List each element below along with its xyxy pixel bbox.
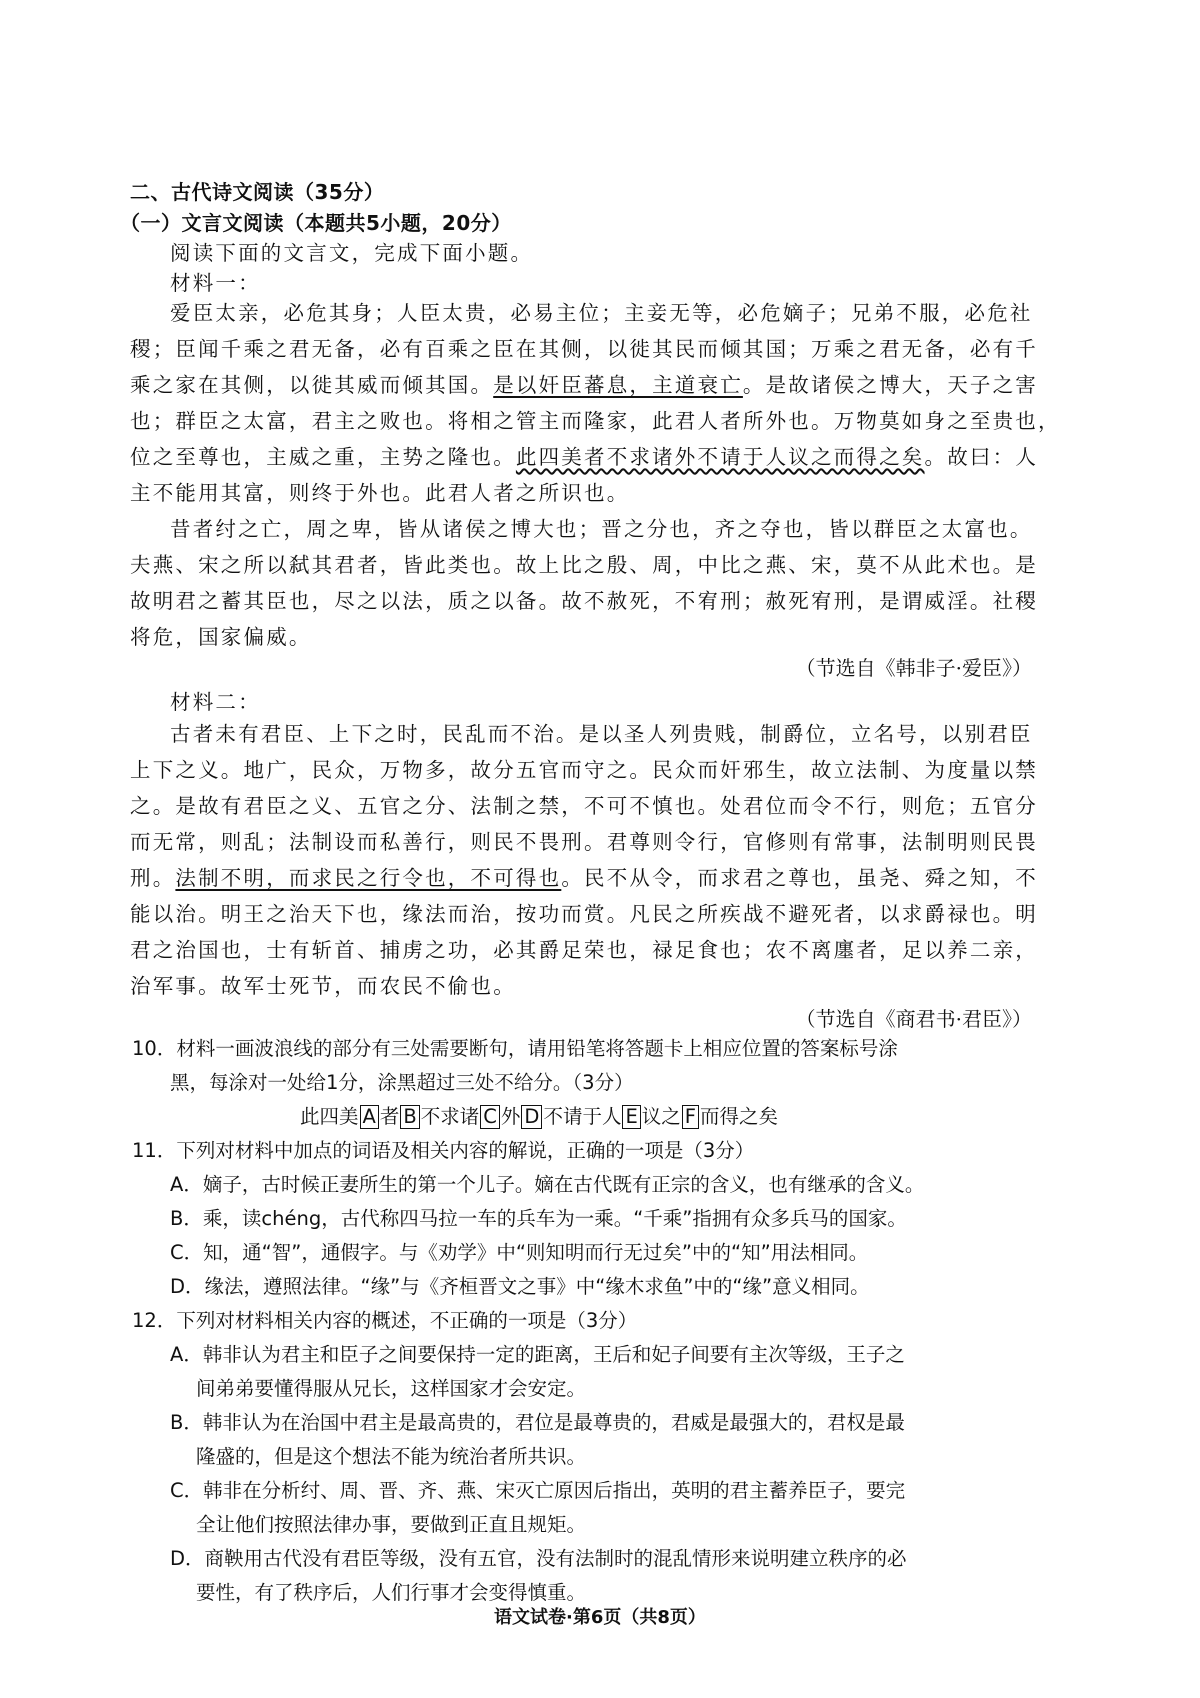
instruction: 阅读下面的文言文，完成下面小题。 <box>170 241 534 265</box>
break-option-e[interactable]: E <box>622 1105 640 1129</box>
break-option-b[interactable]: B <box>400 1105 419 1129</box>
q12-option-a-line1: A．韩非认为君主和臣子之间要保持一定的距离，王后和妃子间要有主次等级，王子之 <box>170 1343 905 1366</box>
q10-segmented-sentence: 此四美 A 者 B 不求诸 C 外 D 不请于人 E 议之 F 而得之矣 <box>300 1105 779 1128</box>
q12-option-c-line1: C．韩非在分析纣、周、晋、齐、燕、宋灭亡原因后指出，英明的君主蓄养臣子，要完 <box>170 1479 906 1502</box>
break-option-f[interactable]: F <box>682 1105 699 1129</box>
q12-option-b-line1: B．韩非认为在治国中君主是最高贵的，君位是最尊贵的，君威是最强大的，君权是最 <box>170 1411 905 1434</box>
m1-line-1: 爱臣太亲，必危其身；人臣太贵，必易主位；主妾无等，必危嫡子；兄弟不服，必危社 <box>170 301 1033 325</box>
m1-line-9: 故明君之蓄其臣也，尽之以法，质之以备。故不赦死，不宥刑；赦死宥刑，是谓威淫。社稷 <box>130 589 1038 613</box>
wavy-underlined-sentence: 此四美者不求诸外不请于人议之而得之矣 <box>515 445 925 469</box>
break-option-d[interactable]: D <box>521 1105 542 1129</box>
m1-line-8: 夫燕、宋之所以弑其君者，皆此类也。故上比之殷、周，中比之燕、宋，莫不从此术也。是 <box>130 553 1038 577</box>
q10-stem-line1: 10．材料一画波浪线的部分有三处需要断句，请用铅笔将答题卡上相应位置的答案标号涂 <box>132 1037 898 1060</box>
m2-line-1: 古者未有君臣、上下之时，民乱而不治。是以圣人列贵贱，制爵位，立名号，以别君臣 <box>170 722 1033 746</box>
material1-label: 材料一： <box>170 271 261 295</box>
material2-label: 材料二： <box>170 690 261 714</box>
material1-source: （节选自《韩非子·爱臣》） <box>795 656 1032 680</box>
q12-option-b-line2: 隆盛的，但是这个想法不能为统治者所共识。 <box>196 1445 587 1468</box>
q12-option-d-line2: 要性，有了秩序后，人们行事才会变得慎重。 <box>196 1581 587 1604</box>
m1-line-10: 将危，国家偏威。 <box>130 625 312 649</box>
m2-line-6: 能以治。明王之治天下也，缘法而治，按功而赏。凡民之所疾战不避死者，以求爵禄也。明 <box>130 902 1038 926</box>
m2-line-4: 而无常，则乱；法制设而私善行，则民不畏刑。君尊则令行，官修则有常事，法制明则民畏 <box>130 830 1038 854</box>
m1-line-2: 稷；臣闻千乘之君无备，必有百乘之臣在其侧，以徙其民而倾其国；万乘之君无备，必有千 <box>130 337 1038 361</box>
m2-line-5: 刑。法制不明，而求民之行令也，不可得也。民不从令，而求君之尊也，虽尧、舜之知，不 <box>130 866 1039 890</box>
q11-option-b: B．乘，读chéng，古代称四马拉一车的兵车为一乘。“千乘”指拥有众多兵马的国家。 <box>170 1207 907 1230</box>
m2-line-7: 君之治国也，士有斩首、捕虏之功，必其爵足荣也，禄足食也；农不离廛者，足以养二亲， <box>130 938 1038 962</box>
q12-stem: 12．下列对材料相关内容的概述，不正确的一项是（3分） <box>132 1309 638 1332</box>
m1-line-5: 位之至尊也，主威之重，主势之隆也。此四美者不求诸外不请于人议之而得之矣。故曰：人 <box>130 445 1039 469</box>
q12-option-c-line2: 全让他们按照法律办事，要做到正直且规矩。 <box>196 1513 587 1536</box>
page-footer: 语文试卷·第6页（共8页） <box>494 1607 706 1628</box>
m2-line-2: 上下之义。地广，民众，万物多，故分五官而守之。民众而奸邪生，故立法制、为度量以禁 <box>130 758 1038 782</box>
break-option-a[interactable]: A <box>360 1105 379 1129</box>
section-title: 二、古代诗文阅读（35分） <box>130 180 385 204</box>
m2-line-3: 之。是故有君臣之义、五官之分、法制之禁，不可不慎也。处君位而令不行，则危；五官分 <box>130 794 1038 818</box>
underlined-sentence: 法制不明，而求民之行令也，不可得也 <box>175 866 562 890</box>
q10-stem-line2: 黑，每涂对一处给1分，涂黑超过三处不给分。（3分） <box>170 1071 634 1094</box>
break-option-c[interactable]: C <box>480 1105 500 1129</box>
q11-option-c: C．知，通“智”，通假字。与《劝学》中“则知明而行无过矣”中的“知”用法相同。 <box>170 1241 869 1264</box>
subsection-title: （一）文言文阅读（本题共5小题，20分） <box>120 211 512 235</box>
q11-stem: 11．下列对材料中加点的词语及相关内容的解说，正确的一项是（3分） <box>132 1139 755 1162</box>
q12-option-a-line2: 间弟弟要懂得服从兄长，这样国家才会安定。 <box>196 1377 587 1400</box>
q11-option-a: A．嫡子，古时候正妻所生的第一个儿子。嫡在古代既有正宗的含义，也有继承的含义。 <box>170 1173 925 1196</box>
m2-line-8: 治军事。故军士死节，而农民不偷也。 <box>130 974 516 998</box>
m1-line-7: 昔者纣之亡，周之卑，皆从诸侯之博大也；晋之分也，齐之夺也，皆以群臣之太富也。 <box>170 517 1033 541</box>
m1-line-3: 乘之家在其侧，以徙其威而倾其国。是以奸臣蕃息，主道衰亡。是故诸侯之博大，天子之害 <box>130 373 1039 397</box>
underlined-phrase: 是以奸臣蕃息，主道衰亡 <box>493 373 743 397</box>
q11-option-d: D．缘法，遵照法律。“缘”与《齐桓晋文之事》中“缘木求鱼”中的“缘”意义相同。 <box>170 1275 870 1298</box>
q12-option-d-line1: D．商鞅用古代没有君臣等级，没有五官，没有法制时的混乱情形来说明建立秩序的必 <box>170 1547 907 1570</box>
m1-line-4: 也；群臣之太富，君主之败也。将相之管主而隆家，此君人者所外也。万物莫如身之至贵也， <box>130 409 1061 433</box>
m1-line-6: 主不能用其富，则终于外也。此君人者之所识也。 <box>130 481 630 505</box>
material2-source: （节选自《商君书·君臣》） <box>795 1007 1032 1031</box>
